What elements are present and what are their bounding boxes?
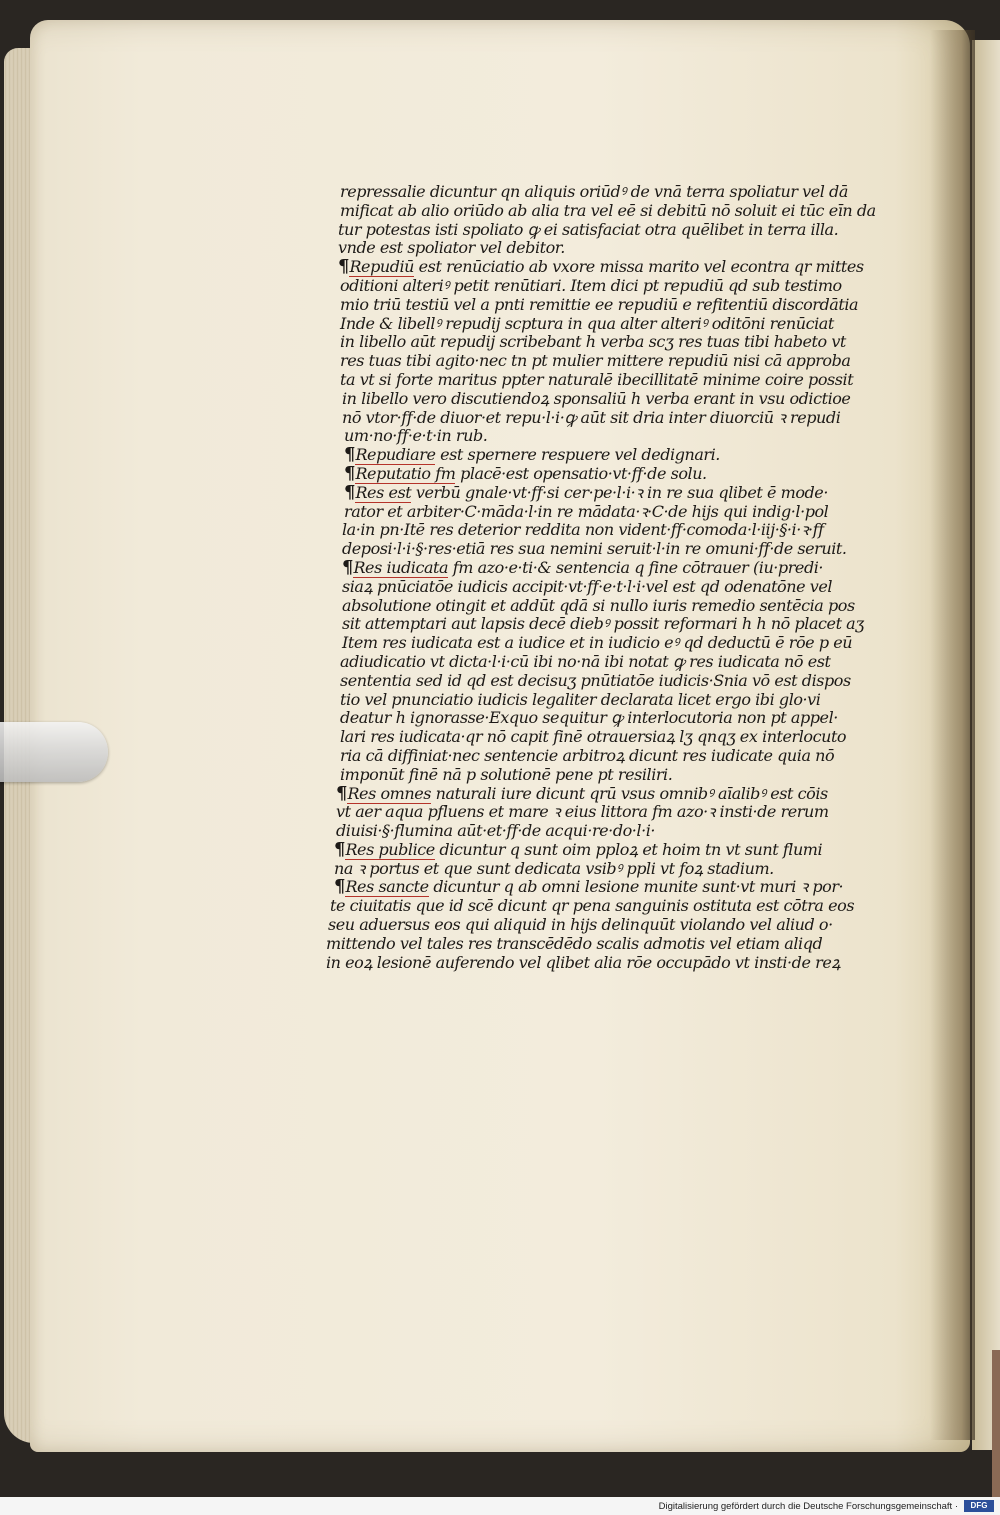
paragraph-mark-capital: ¶ bbox=[344, 462, 355, 484]
text-line: siaꝝ pnūciatōe iudicis accipit·vt·ff·e·t·l·i·vel est qd odenatōne vel bbox=[342, 576, 833, 596]
rubricated-headword: Res omnes bbox=[347, 783, 432, 803]
binding-strip bbox=[992, 1350, 1000, 1497]
text-line bbox=[334, 878, 940, 897]
line-text: est renūciatio ab vxore missa marito vel econtra qr mittes bbox=[414, 257, 864, 277]
text-line: repressalie dicuntur qn aliquis oriūdꝰ de vnā terra spoliatur vel dā bbox=[340, 182, 848, 201]
text-line: seu aduersus eos qui aliquid in hijs delinquūt violando vel aliud o· bbox=[328, 915, 833, 935]
paragraph-mark-capital: ¶ bbox=[344, 444, 355, 466]
text-line: in eoꝝ lesionē auferendo vel qlibet alia rōe occupādo vt insti·de reꝝ bbox=[326, 952, 841, 972]
text-line: sit attemptari aut lapsis decē diebꝰ possit reformari h h nō placet aʒ bbox=[342, 614, 864, 634]
paragraph-mark-capital: ¶ bbox=[334, 838, 345, 860]
text-line: um·no·ff·e·t·in rub. bbox=[344, 426, 488, 446]
rubricated-headword: Repudiū bbox=[349, 257, 415, 277]
text-line: vt aer aqua pfluens et mare ꝛ eius littora fm azo·ꝛ insti·de rerum bbox=[336, 802, 829, 822]
text-line bbox=[336, 782, 940, 804]
line-text: naturali iure dicunt qrū vsus omnibꝰ aīalibꝰ est cōis bbox=[431, 783, 828, 803]
text-line: oditioni alteriꝰ petit renūtiari. Item dici pt repudiū qd sub testimo bbox=[340, 275, 842, 295]
text-line: in libello aūt repudij scribebant h verba scʒ res tuas tibi habeto vt bbox=[340, 332, 846, 352]
funding-credit: Digitalisierung gefördert durch die Deutsche Forschungsgemeinschaft · bbox=[658, 1501, 958, 1512]
text-line: te ciuitatis que id scē dicunt qr pena sanguinis ostituta est cōtra eos bbox=[330, 896, 855, 916]
text-line: absolutione otingit et addūt qdā si nullo iuris remedio sentēcia pos bbox=[342, 595, 855, 615]
text-line: tur potestas isti spoliato ꝙ ei satisfaciat otra quēlibet in terra illa. bbox=[338, 219, 839, 239]
facing-page-edge bbox=[972, 40, 1000, 1450]
text-line: Inde & libellꝰ repudij scptura in qua alter alteriꝰ oditōni renūciat bbox=[340, 313, 834, 333]
printed-text-block bbox=[326, 182, 940, 972]
paragraph-mark-capital: ¶ bbox=[336, 782, 347, 804]
text-line bbox=[344, 446, 940, 465]
text-line: deposi·l·i·§·res·etiā res sua nemini seruit·l·in re omuni·ff·de seruit. bbox=[342, 539, 847, 559]
text-line bbox=[344, 481, 940, 503]
text-line: sententia sed id qd est decisuʒ pnūtiatōe iudicis·Snia vō est dispos bbox=[340, 670, 851, 690]
text-line: deatur h ignorasse·Exquo sequitur ꝙ interlocutoria non pt appel· bbox=[340, 708, 838, 728]
text-line: in libello vero discutiendoꝝ sponsaliū h verba erant in vsu odictioe bbox=[342, 388, 851, 408]
line-text: placē·est opensatio·vt·ff·de solu. bbox=[455, 463, 707, 483]
text-line: adiudicatio vt dicta·l·i·cū ibi no·nā ibi notat ꝙ res iudicata nō est bbox=[340, 651, 831, 671]
text-line: lari res iudicata·qr nō capit finē otrauersiaꝝ lʒ qnqʒ ex interlocuto bbox=[340, 727, 847, 747]
text-line: imponūt finē nā p solutionē pene pt resiliri. bbox=[340, 764, 673, 784]
text-line bbox=[344, 462, 940, 484]
rubricated-headword: Res publice bbox=[345, 839, 435, 859]
paragraph-mark-capital: ¶ bbox=[344, 481, 355, 503]
line-text: dicuntur q ab omni lesione munite sunt·vt muri ꝛ por· bbox=[428, 877, 844, 897]
text-line: mittendo vel tales res transcēdēdo scalis admotis vel etiam aliqd bbox=[326, 933, 823, 953]
text-line: diuisi·§·flumina aūt·et·ff·de acqui·re·do·l·i· bbox=[336, 821, 656, 841]
text-line bbox=[342, 556, 940, 578]
text-line: na ꝛ portus et que sunt dedicata vsibꝰ ppli vt foꝝ stadium. bbox=[334, 858, 774, 878]
dfg-logo: DFG bbox=[964, 1500, 994, 1512]
line-text: dicuntur q sunt oim pploꝝ et hoim tn vt sunt flumi bbox=[434, 839, 823, 859]
text-line bbox=[334, 838, 940, 860]
text-line: ria cā diffiniat·nec sentencie arbitroꝝ dicunt res iudicate quia nō bbox=[340, 745, 835, 765]
rubricated-headword: Reputatio fm bbox=[355, 463, 456, 483]
line-text: verbū gnale·vt·ff·si cer·pe·l·i·ꝛ in re sua qlibet ē mode· bbox=[411, 482, 828, 502]
text-line bbox=[338, 258, 940, 277]
line-text: fm azo·e·ti·& sentencia q fine cōtrauer (iu·predi· bbox=[448, 557, 824, 577]
rubricated-headword: Res iudicata bbox=[353, 557, 449, 577]
text-line: tio vel pnunciatio iudicis legaliter declarata licet ergo ibi glo·vi bbox=[340, 689, 821, 709]
text-line: rator et arbiter·C·māda·l·in re mādata·ꝛ·C·de hijs qui indig·l·pol bbox=[344, 501, 829, 521]
page-holder-clip bbox=[0, 722, 108, 782]
paragraph-mark-capital: ¶ bbox=[338, 256, 349, 278]
text-line: mificat ab alio oriūdo ab alia tra vel eē si debitū nō soluit ei tūc eīn da bbox=[340, 200, 876, 220]
rubricated-headword: Repudiare bbox=[355, 445, 436, 465]
text-line: nō vtor·ff·de diuor·et repu·l·i·ꝙ aūt sit dria inter diuorciū ꝛ repudi bbox=[342, 407, 841, 427]
footer-bar bbox=[0, 1497, 1000, 1515]
text-line: res tuas tibi agito·nec tn pt mulier mittere repudiū nisi cā approba bbox=[340, 351, 851, 371]
rubricated-headword: Res sancte bbox=[345, 877, 429, 897]
text-line: mio triū testiū vel a pnti remittie ee repudiū e refitentiū discordātia bbox=[340, 294, 859, 314]
rubricated-headword: Res est bbox=[355, 482, 412, 502]
text-line: ta vt si forte maritus ppter naturalē ibecillitatē minime coire possit bbox=[340, 369, 854, 389]
text-line: vnde est spoliator vel debitor. bbox=[338, 238, 565, 258]
paragraph-mark-capital: ¶ bbox=[342, 556, 353, 578]
text-line: la·in pn·Itē res deterior reddita non vident·ff·comoda·l·iij·§·i·ꝛ·ff bbox=[342, 520, 824, 540]
line-text: est spernere respuere vel dedignari. bbox=[435, 445, 720, 465]
text-line: Item res iudicata est a iudice et in iudicio eꝰ qd deductū ē rōe p eū bbox=[342, 633, 853, 653]
paragraph-mark-capital: ¶ bbox=[334, 876, 345, 898]
